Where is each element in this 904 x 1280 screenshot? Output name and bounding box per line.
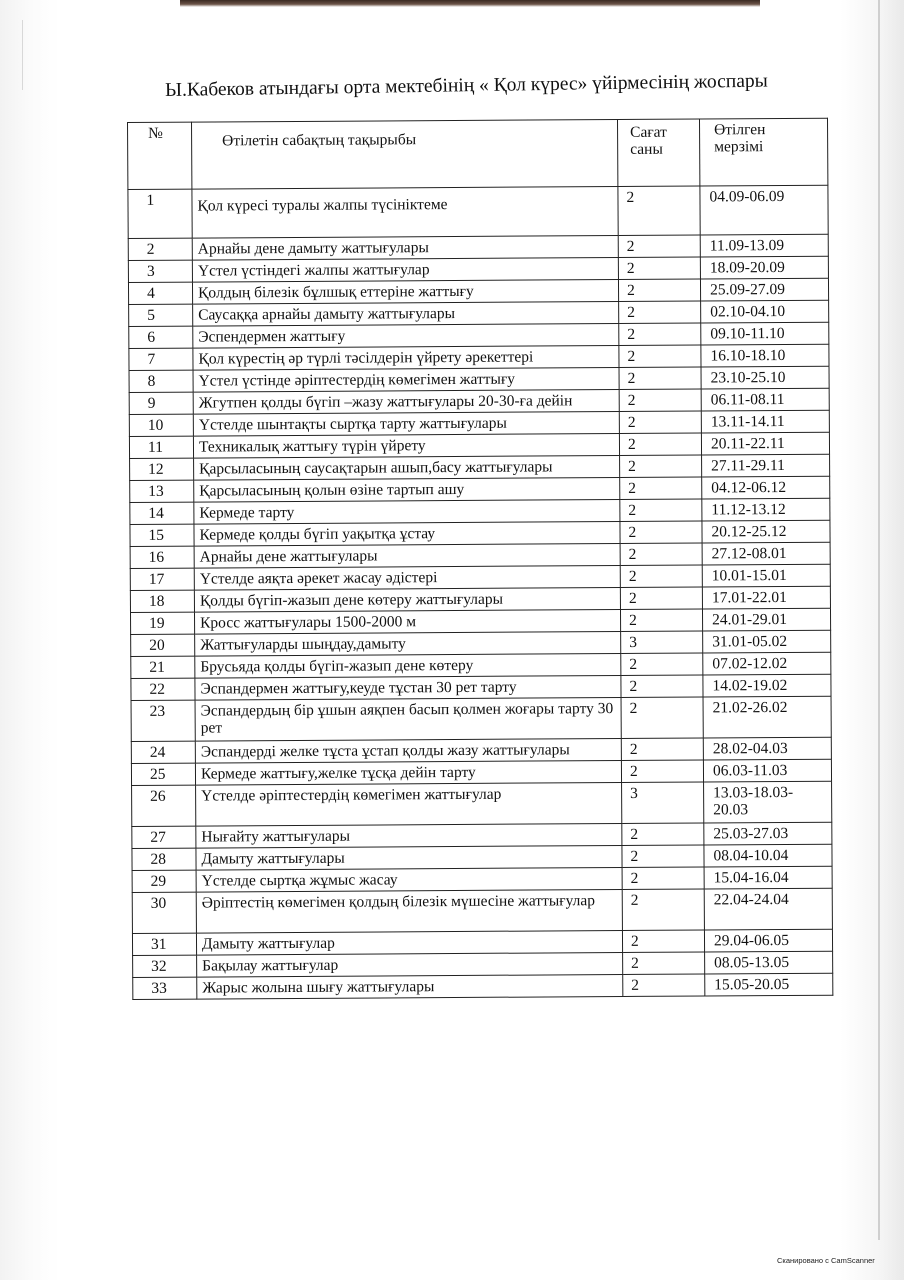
row-topic: Үстелде аяқта әрекет жасау әдістері [194,565,620,590]
row-number: 5 [129,304,193,326]
row-topic: Үстелде сыртқа жұмыс жасау [196,867,622,892]
scanner-watermark: Сканировано с CamScanner [777,1256,875,1265]
row-date: 09.10-11.10 [701,322,829,345]
row-hours: 2 [621,760,703,783]
row-hours: 2 [619,433,701,456]
row-number: 18 [130,590,194,612]
row-topic: Кросс жаттығулары 1500-2000 м [194,609,620,634]
row-hours: 2 [618,257,700,280]
row-hours: 2 [618,186,700,236]
row-date: 29.04-06.05 [704,929,832,952]
row-hours: 2 [619,301,701,324]
row-number: 21 [131,656,195,678]
row-hours: 2 [621,697,703,739]
row-topic: Үстелде шынтақты сыртқа тарту жаттығулары [193,411,619,436]
row-date: 16.10-18.10 [701,344,829,367]
row-date: 31.01-05.02 [703,630,831,653]
table-header-row [128,118,828,189]
row-hours: 3 [621,631,703,654]
row-date: 04.12-06.12 [702,476,830,499]
row-topic: Үстел үстіндегі жалпы жаттығулар [192,258,618,283]
row-date: 13.11-14.11 [701,410,829,433]
header-number: № [128,122,192,189]
row-date: 20.11-22.11 [701,432,829,455]
row-date: 04.09-06.09 [700,185,828,235]
row-hours: 2 [618,279,700,302]
document-title: Ы.Кабеков атындағы орта мектебінің « Қол күрес» үйірмесінің жоспары [164,70,768,101]
row-hours: 2 [619,411,701,434]
table-row [128,185,828,238]
row-hours: 3 [622,782,704,824]
row-date: 25.09-27.09 [700,278,828,301]
row-hours: 2 [619,323,701,346]
row-date: 08.04-10.04 [704,844,832,867]
row-hours: 2 [620,587,702,610]
row-topic: Брусьяда қолды бүгіп-жазып дене көтеру [195,653,621,678]
row-topic: Қол күрестің әр түрлі тәсілдерін үйрету әрекеттері [193,345,619,370]
row-number: 17 [130,568,194,590]
row-number: 13 [130,480,194,502]
row-number: 15 [130,524,194,546]
row-topic: Дамыту жаттығулар [196,930,622,955]
row-hours: 2 [620,477,702,500]
row-number: 22 [131,678,195,700]
row-hours: 2 [621,738,703,761]
row-hours: 2 [622,889,704,931]
row-topic: Дамыту жаттығулары [196,845,622,870]
row-date: 11.12-13.12 [702,498,830,521]
scan-right-edge [878,0,880,1240]
row-number: 31 [132,933,196,955]
row-number: 29 [132,870,196,892]
row-hours: 2 [622,845,704,868]
row-number: 33 [133,977,197,999]
table-row [133,973,833,999]
row-topic: Нығайту жаттығулары [196,823,622,848]
row-hours: 2 [620,543,702,566]
row-date: 07.02-12.02 [703,652,831,675]
row-topic: Бақылау жаттығулар [197,952,623,977]
row-hours: 2 [620,455,702,478]
row-number: 27 [132,826,196,848]
table-row [132,781,832,826]
row-hours: 2 [623,952,705,975]
row-topic: Үстел үстінде әріптестердің көмегімен жаттығу [193,367,619,392]
row-number: 3 [128,260,192,282]
row-date: 23.10-25.10 [701,366,829,389]
row-number: 4 [128,282,192,304]
row-topic: Эспендермен жаттығу [193,323,619,348]
row-number: 30 [132,892,196,933]
row-date: 17.01-22.01 [702,586,830,609]
table-row [131,696,831,741]
row-date: 25.03-27.03 [704,822,832,845]
row-number: 14 [130,502,194,524]
row-topic: Кермеде тарту [194,499,620,524]
scan-left-mark [22,20,23,90]
row-date: 15.04-16.04 [704,866,832,889]
row-topic: Жарыс жолына шығу жаттығулары [197,974,623,999]
row-number: 10 [129,414,193,436]
row-date: 10.01-15.01 [702,564,830,587]
row-topic: Эспандерді желке тұста ұстап қолды жазу жаттығулары [195,738,621,763]
row-hours: 2 [618,235,700,258]
row-hours: 2 [620,609,702,632]
row-topic: Қарсыласының саусақтарын ашып,басу жаттығулары [194,455,620,480]
row-number: 1 [128,189,192,238]
row-number: 19 [130,612,194,634]
row-date: 14.02-19.02 [703,674,831,697]
row-topic: Арнайы дене жаттығулары [194,543,620,568]
row-number: 20 [131,634,195,656]
row-hours: 2 [622,823,704,846]
header-topic: Өтілетін сабақтың тақырыбы [192,120,618,190]
row-date: 24.01-29.01 [702,608,830,631]
row-date: 08.05-13.05 [705,951,833,974]
row-topic: Үстелде әріптестердің көмегімен жаттығулар [196,782,622,826]
row-number: 23 [131,700,195,741]
row-number: 32 [133,955,197,977]
row-topic: Эспандермен жаттығу,кеуде тұстан 30 рет тарту [195,675,621,700]
row-topic: Қолдың білезік бұлшық еттеріне жаттығу [192,280,618,305]
row-number: 16 [130,546,194,568]
row-hours: 2 [620,565,702,588]
row-date: 20.12-25.12 [702,520,830,543]
row-date: 28.02-04.03 [703,737,831,760]
scan-top-edge [180,0,760,7]
row-date: 21.02-26.02 [703,696,831,738]
row-date: 18.09-20.09 [700,256,828,279]
row-number: 7 [129,348,193,370]
row-topic: Техникалық жаттығу түрін үйрету [193,433,619,458]
plan-table [127,118,833,1000]
row-number: 25 [131,763,195,785]
row-hours: 2 [620,499,702,522]
row-number: 6 [129,326,193,348]
row-date: 06.11-08.11 [701,388,829,411]
header-date: Өтілген мерзімі [699,118,827,186]
row-number: 26 [132,785,196,826]
row-hours: 2 [621,653,703,676]
row-hours: 2 [620,521,702,544]
row-date: 02.10-04.10 [701,300,829,323]
row-topic: Жаттығуларды шыңдау,дамыту [195,631,621,656]
row-hours: 2 [619,389,701,412]
row-number: 24 [131,741,195,763]
row-date: 15.05-20.05 [705,973,833,996]
row-topic: Кермеде қолды бүгіп уақытқа ұстау [194,521,620,546]
row-number: 11 [129,436,193,458]
row-date: 13.03-18.03-20.03 [704,781,832,823]
row-date: 11.09-13.09 [700,234,828,257]
row-topic: Әріптестің көмегімен қолдың білезік мүшесіне жаттығулар [196,889,622,933]
row-number: 2 [128,238,192,260]
row-date: 22.04-24.04 [704,888,832,930]
row-topic: Кермеде жаттығу,желке тұсқа дейін тарту [195,760,621,785]
row-number: 9 [129,392,193,414]
row-hours: 2 [622,867,704,890]
row-topic: Саусаққа арнайы дамыту жаттығулары [193,302,619,327]
row-hours: 2 [619,345,701,368]
row-date: 06.03-11.03 [703,759,831,782]
row-number: 28 [132,848,196,870]
row-topic: Қол күресі туралы жалпы түсініктеме [192,187,618,239]
row-topic: Жгутпен қолды бүгіп –жазу жаттығулары 20-30-ға дейін [193,389,619,414]
row-date: 27.11-29.11 [702,454,830,477]
table-body [128,185,833,999]
row-hours: 2 [621,675,703,698]
header-hours: Сағат саны [617,119,699,186]
row-hours: 2 [619,367,701,390]
row-date: 27.12-08.01 [702,542,830,565]
row-number: 12 [130,458,194,480]
row-hours: 2 [622,930,704,953]
row-topic: Қарсыласының қолын өзіне тартып ашу [194,477,620,502]
row-number: 8 [129,370,193,392]
table-row [132,888,832,933]
row-topic: Қолды бүгіп-жазып дене көтеру жаттығулары [194,587,620,612]
row-topic: Арнайы дене дамыту жаттығулары [192,236,618,261]
row-topic: Эспандердың бір ұшын аяқпен басып қолмен жоғары тарту 30 рет [195,697,621,741]
row-hours: 2 [623,974,705,997]
